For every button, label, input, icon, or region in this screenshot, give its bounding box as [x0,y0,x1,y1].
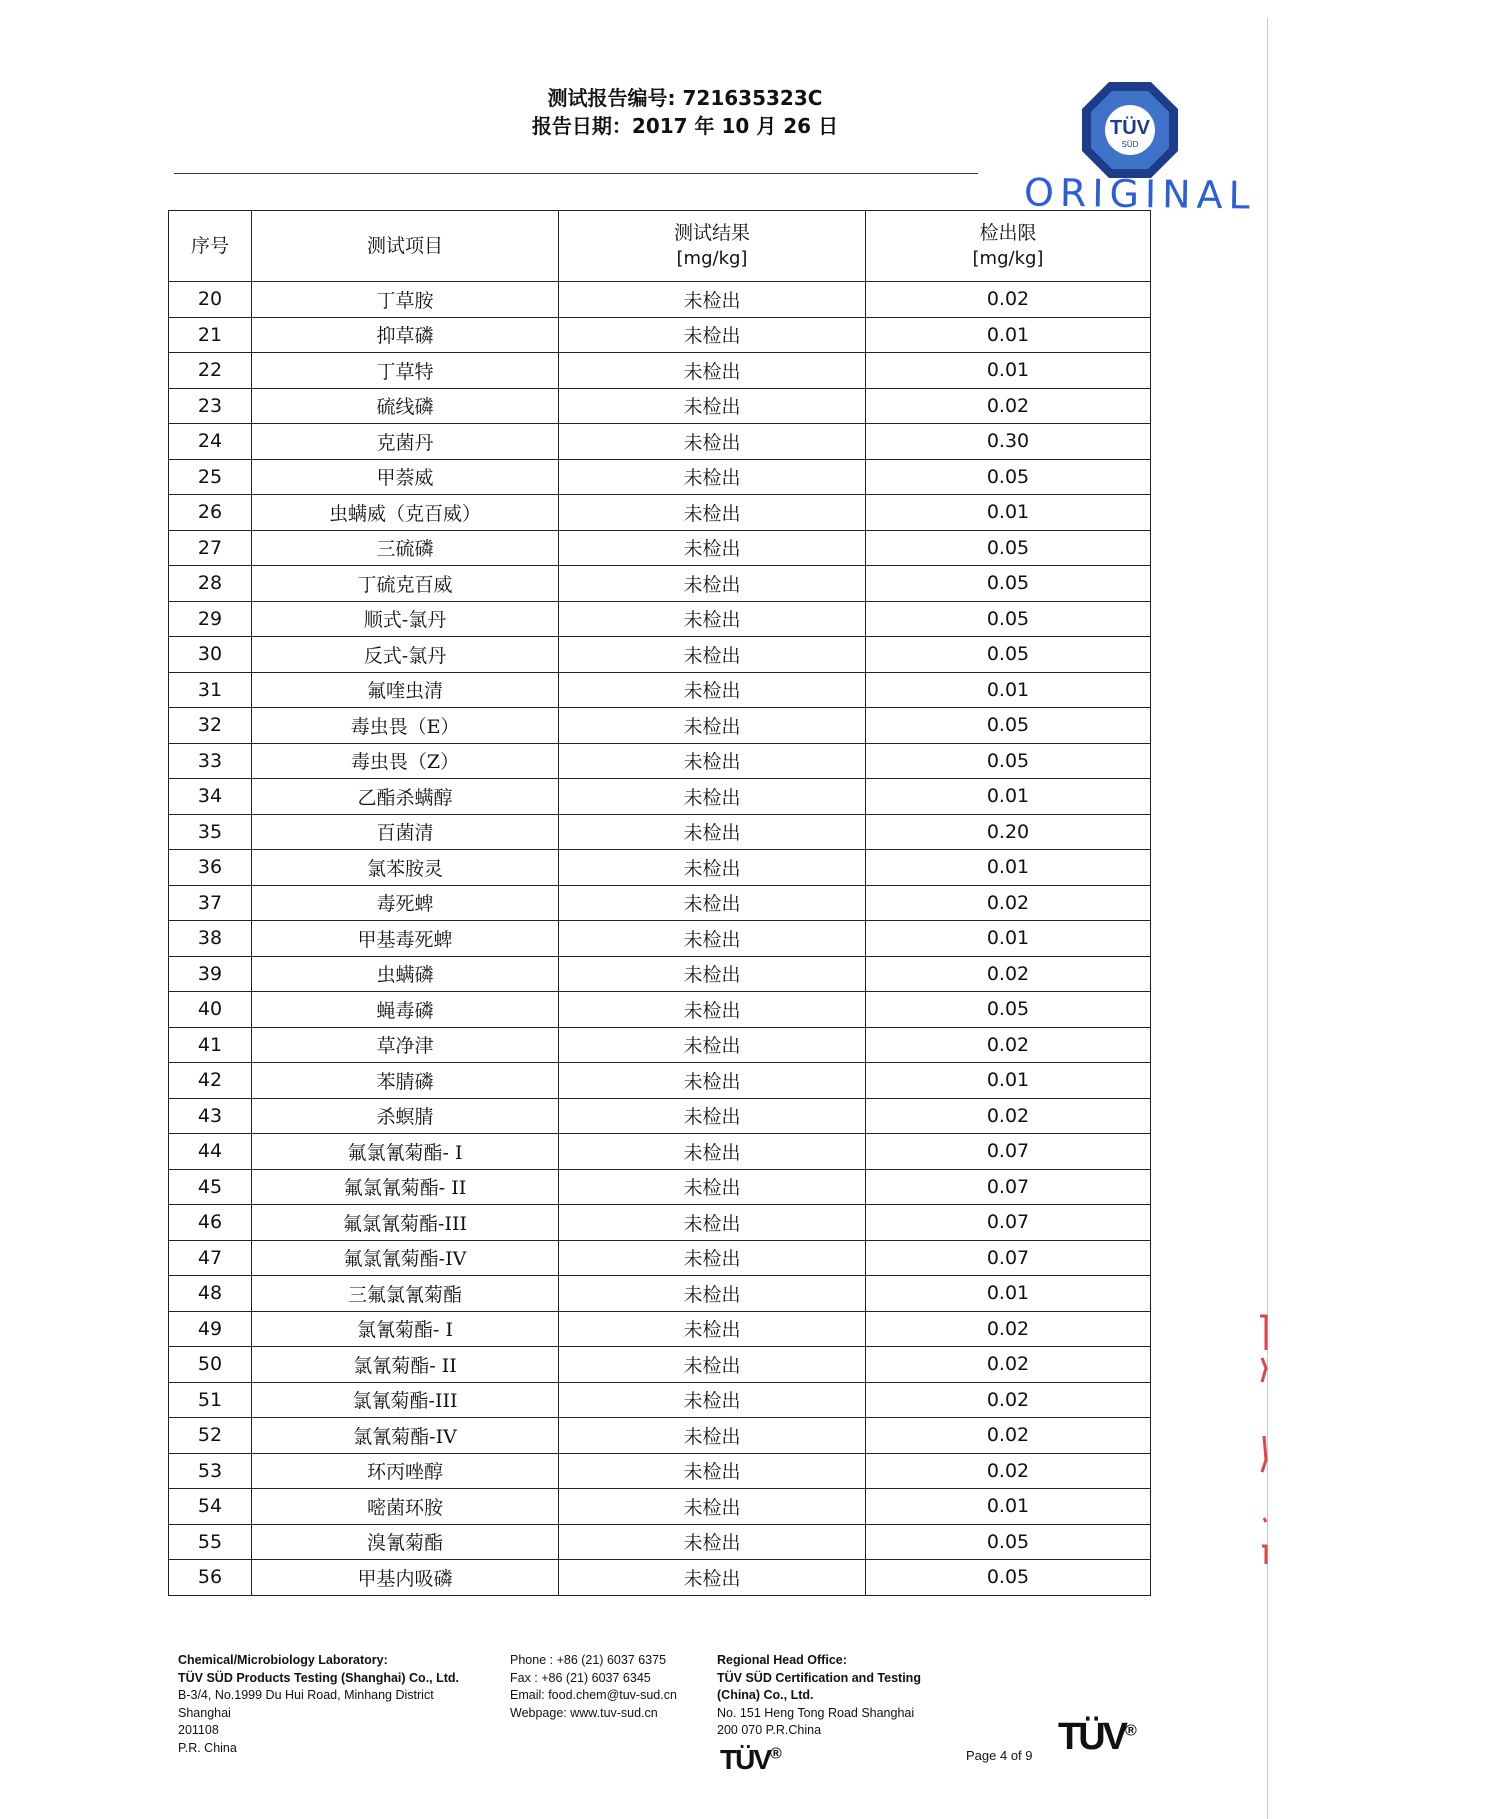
cell-result: 未检出 [559,530,866,566]
cell-limit: 0.02 [866,1098,1151,1134]
cell-no: 39 [169,956,252,992]
table-row [169,850,1151,886]
cell-result: 未检出 [559,566,866,602]
cell-limit: 0.05 [866,1524,1151,1560]
table-row [169,1347,1151,1383]
results-table [168,210,1151,1596]
cell-result: 未检出 [559,1524,866,1560]
head-office-company: TÜV SÜD Certification and Testing [717,1670,921,1685]
cell-item: 抑草磷 [252,317,559,353]
cell-item: 百菌清 [252,814,559,850]
cell-result: 未检出 [559,495,866,531]
table-row [169,1489,1151,1525]
cell-limit: 0.02 [866,1382,1151,1418]
cell-no: 43 [169,1098,252,1134]
cell-item: 毒虫畏（Z） [252,743,559,779]
cell-no: 50 [169,1347,252,1383]
cell-result: 未检出 [559,885,866,921]
cell-no: 20 [169,282,252,318]
cell-no: 55 [169,1524,252,1560]
table-row [169,388,1151,424]
table-row [169,921,1151,957]
cell-result: 未检出 [559,1063,866,1099]
cell-no: 42 [169,1063,252,1099]
cell-limit: 0.01 [866,1063,1151,1099]
table-row [169,1524,1151,1560]
cell-no: 33 [169,743,252,779]
cell-result: 未检出 [559,779,866,815]
cell-limit: 0.02 [866,1311,1151,1347]
cell-item: 氟氯氰菊酯- II [252,1169,559,1205]
table-row [169,530,1151,566]
cell-result: 未检出 [559,388,866,424]
cell-item: 毒死蜱 [252,885,559,921]
cell-result: 未检出 [559,353,866,389]
cell-item: 顺式-氯丹 [252,601,559,637]
header-limit-label: 检出限 [979,222,1037,244]
tuv-wordmark-small [720,1744,782,1776]
tuv-small-text: TÜV [720,1744,770,1775]
table-row [169,566,1151,602]
cell-result: 未检出 [559,921,866,957]
cell-item: 反式-氯丹 [252,637,559,673]
lab-address-line2: Shanghai [178,1705,231,1720]
table-row [169,601,1151,637]
cell-item: 蝇毒磷 [252,992,559,1028]
cell-no: 28 [169,566,252,602]
lab-address-line3: 201108 [178,1723,219,1737]
table-row [169,1205,1151,1241]
cell-item: 乙酯杀螨醇 [252,779,559,815]
cell-no: 51 [169,1382,252,1418]
table-row [169,495,1151,531]
cell-no: 23 [169,388,252,424]
cell-item: 氯苯胺灵 [252,850,559,886]
cell-no: 44 [169,1134,252,1170]
cell-item: 甲基毒死蜱 [252,921,559,957]
cell-limit: 0.01 [866,672,1151,708]
cell-item: 毒虫畏（E） [252,708,559,744]
head-office-address-line1: No. 151 Heng Tong Road Shanghai [717,1705,915,1720]
cell-result: 未检出 [559,459,866,495]
cell-limit: 0.01 [866,850,1151,886]
footer-head-office [717,1652,921,1740]
cell-item: 甲基内吸磷 [252,1560,559,1596]
table-row [169,424,1151,460]
registered-mark-large: ® [1125,1722,1137,1740]
cell-limit: 0.05 [866,708,1151,744]
cell-no: 30 [169,637,252,673]
cell-no: 46 [169,1205,252,1241]
table-row [169,1027,1151,1063]
report-date: 报告日期：2017 年 10 月 26 日 [531,114,839,138]
cell-limit: 0.30 [866,424,1151,460]
table-row [169,282,1151,318]
cell-result: 未检出 [559,850,866,886]
cell-limit: 0.01 [866,779,1151,815]
cell-result: 未检出 [559,1382,866,1418]
logo-subtext: SÜD [1121,140,1139,149]
cell-no: 48 [169,1276,252,1312]
table-row [169,1134,1151,1170]
cell-result: 未检出 [559,1240,866,1276]
table-row [169,779,1151,815]
footer-contact [510,1652,677,1722]
cell-limit: 0.05 [866,743,1151,779]
table-row [169,1169,1151,1205]
cell-item: 氟氯氰菊酯-IV [252,1240,559,1276]
table-row [169,1382,1151,1418]
lab-title: Chemical/Microbiology Laboratory: [178,1653,388,1667]
table-row [169,992,1151,1028]
head-office-company-line2: (China) Co., Ltd. [717,1688,814,1702]
cell-limit: 0.02 [866,885,1151,921]
footer-webpage: Webpage: www.tuv-sud.cn [510,1705,658,1720]
table-row [169,637,1151,673]
cell-item: 氟氯氰菊酯- I [252,1134,559,1170]
cell-result: 未检出 [559,1098,866,1134]
cell-result: 未检出 [559,956,866,992]
cell-limit: 0.02 [866,1418,1151,1454]
cell-limit: 0.20 [866,814,1151,850]
cell-item: 氯氰菊酯-IV [252,1418,559,1454]
table-row [169,353,1151,389]
cell-result: 未检出 [559,282,866,318]
table-row [169,1453,1151,1489]
tuv-large-text: TÜV [1058,1716,1125,1758]
cell-result: 未检出 [559,992,866,1028]
cell-limit: 0.02 [866,1027,1151,1063]
cell-no: 31 [169,672,252,708]
cell-limit: 0.01 [866,353,1151,389]
cell-result: 未检出 [559,1027,866,1063]
table-row [169,956,1151,992]
cell-no: 34 [169,779,252,815]
footer-fax: Fax : +86 (21) 6037 6345 [510,1670,651,1685]
table-row [169,814,1151,850]
cell-item: 克菌丹 [252,424,559,460]
table-row [169,743,1151,779]
cell-limit: 0.07 [866,1240,1151,1276]
cell-item: 氯氰菊酯-III [252,1382,559,1418]
cell-result: 未检出 [559,1276,866,1312]
cell-limit: 0.05 [866,1560,1151,1596]
tuv-logo [1078,78,1182,182]
header-no: 序号 [169,211,252,282]
cell-limit: 0.01 [866,1489,1151,1525]
cell-limit: 0.07 [866,1169,1151,1205]
cell-no: 49 [169,1311,252,1347]
cell-limit: 0.05 [866,992,1151,1028]
cell-result: 未检出 [559,743,866,779]
cell-item: 杀螟腈 [252,1098,559,1134]
cell-item: 丁硫克百威 [252,566,559,602]
page-number: Page 4 of 9 [966,1748,1033,1763]
cell-no: 22 [169,353,252,389]
lab-address-line4: P.R. China [178,1740,237,1755]
cell-limit: 0.02 [866,956,1151,992]
cell-item: 氯氰菊酯- I [252,1311,559,1347]
cell-no: 45 [169,1169,252,1205]
cell-no: 36 [169,850,252,886]
cell-result: 未检出 [559,637,866,673]
table-row [169,1098,1151,1134]
registered-mark-small: ® [770,1745,782,1763]
cell-no: 24 [169,424,252,460]
cell-no: 38 [169,921,252,957]
cell-item: 三硫磷 [252,530,559,566]
head-office-address-line2: 200 070 P.R.China [717,1723,822,1737]
header-divider [174,173,978,174]
cell-no: 47 [169,1240,252,1276]
cell-result: 未检出 [559,424,866,460]
cell-result: 未检出 [559,814,866,850]
cell-result: 未检出 [559,1311,866,1347]
cell-item: 嘧菌环胺 [252,1489,559,1525]
footer-email: Email: food.chem@tuv-sud.cn [510,1688,677,1702]
table-header-row [169,211,1151,282]
report-number: 测试报告编号: 721635323C [547,86,823,110]
cell-item: 草净津 [252,1027,559,1063]
lab-address-line1: B-3/4, No.1999 Du Hui Road, Minhang District [178,1688,434,1702]
cell-result: 未检出 [559,1169,866,1205]
cell-item: 溴氰菊酯 [252,1524,559,1560]
cell-no: 40 [169,992,252,1028]
cell-no: 35 [169,814,252,850]
cell-limit: 0.01 [866,317,1151,353]
header-result-unit: [mg/kg] [676,248,748,269]
cell-no: 25 [169,459,252,495]
cell-item: 丁草特 [252,353,559,389]
seal-fragment [1252,1310,1272,1570]
lab-company: TÜV SÜD Products Testing (Shanghai) Co., Ltd. [178,1670,460,1685]
cell-item: 三氟氯氰菊酯 [252,1276,559,1312]
cell-limit: 0.01 [866,495,1151,531]
cell-result: 未检出 [559,1560,866,1596]
cell-limit: 0.05 [866,601,1151,637]
cell-result: 未检出 [559,1453,866,1489]
cell-no: 56 [169,1560,252,1596]
table-row [169,1418,1151,1454]
table-row [169,708,1151,744]
table-row [169,672,1151,708]
head-office-title: Regional Head Office: [717,1653,847,1667]
cell-result: 未检出 [559,1205,866,1241]
cell-no: 27 [169,530,252,566]
logo-text: TÜV [1110,117,1150,139]
original-stamp: ORIGINAL [1023,170,1257,218]
cell-item: 氟氯氰菊酯-III [252,1205,559,1241]
table-row [169,885,1151,921]
cell-item: 苯腈磷 [252,1063,559,1099]
cell-no: 32 [169,708,252,744]
cell-result: 未检出 [559,601,866,637]
cell-limit: 0.01 [866,921,1151,957]
cell-no: 37 [169,885,252,921]
table-row [169,1063,1151,1099]
cell-no: 26 [169,495,252,531]
footer-phone: Phone : +86 (21) 6037 6375 [510,1653,667,1667]
cell-item: 环丙唑醇 [252,1453,559,1489]
cell-limit: 0.05 [866,530,1151,566]
cell-result: 未检出 [559,1347,866,1383]
header-result [559,211,866,282]
table-row [169,459,1151,495]
table-row [169,1560,1151,1596]
cell-limit: 0.02 [866,282,1151,318]
cell-result: 未检出 [559,1134,866,1170]
cell-limit: 0.05 [866,566,1151,602]
cell-limit: 0.05 [866,637,1151,673]
cell-item: 甲萘威 [252,459,559,495]
cell-item: 硫线磷 [252,388,559,424]
header-limit-unit: [mg/kg] [972,248,1044,269]
cell-no: 21 [169,317,252,353]
cell-item: 虫螨磷 [252,956,559,992]
cell-limit: 0.01 [866,1276,1151,1312]
cell-item: 氟喹虫清 [252,672,559,708]
cell-limit: 0.02 [866,388,1151,424]
cell-no: 52 [169,1418,252,1454]
header-item: 测试项目 [252,211,559,282]
table-row [169,1311,1151,1347]
table-row [169,317,1151,353]
cell-result: 未检出 [559,1418,866,1454]
cell-limit: 0.02 [866,1453,1151,1489]
cell-result: 未检出 [559,672,866,708]
cell-item: 氯氰菊酯- II [252,1347,559,1383]
header-limit [866,211,1151,282]
cell-no: 54 [169,1489,252,1525]
table-row [169,1240,1151,1276]
table-row [169,1276,1151,1312]
cell-no: 53 [169,1453,252,1489]
cell-limit: 0.02 [866,1347,1151,1383]
cell-no: 29 [169,601,252,637]
cell-limit: 0.05 [866,459,1151,495]
cell-result: 未检出 [559,317,866,353]
cell-result: 未检出 [559,708,866,744]
tuv-wordmark-large [1058,1716,1137,1759]
cell-item: 虫螨威（克百威） [252,495,559,531]
cell-limit: 0.07 [866,1205,1151,1241]
header-result-label: 测试结果 [673,222,750,244]
cell-result: 未检出 [559,1489,866,1525]
footer-lab-info [178,1652,459,1757]
cell-limit: 0.07 [866,1134,1151,1170]
cell-no: 41 [169,1027,252,1063]
cell-item: 丁草胺 [252,282,559,318]
